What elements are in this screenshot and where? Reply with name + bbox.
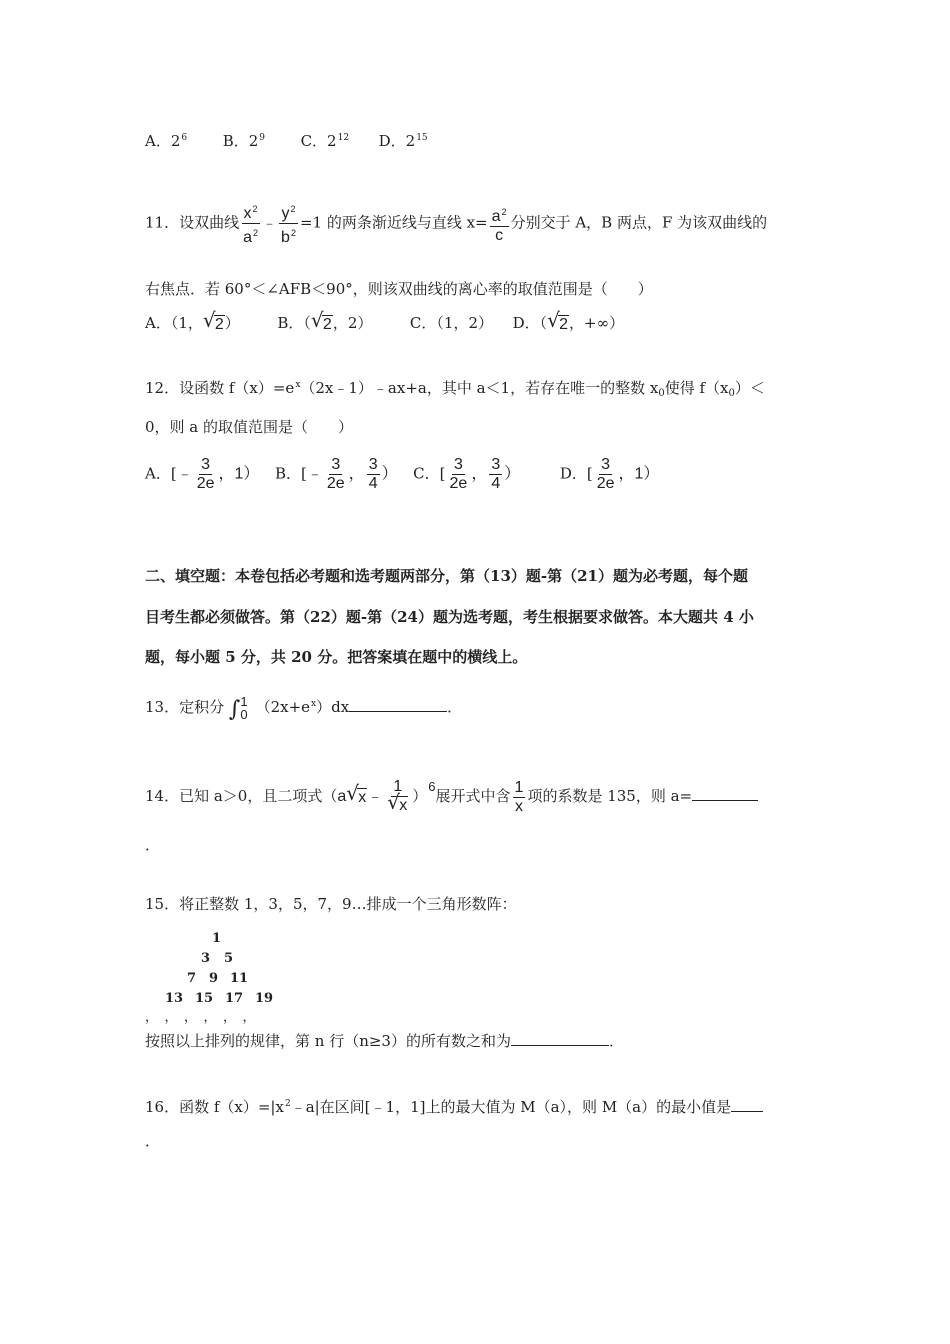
sqrt-2-value: 2 <box>559 315 568 333</box>
q11-option-a-close: ） <box>224 314 240 332</box>
q14-tail: 项的系数是 135，则 a= <box>527 787 693 805</box>
q15-question: 按照以上排列的规律，第 n 行（n≥3）的所有数之和为 <box>145 1032 511 1050</box>
integral-icon: ∫ <box>228 697 241 722</box>
q11-f1-num: x <box>243 205 252 222</box>
q10-d-exponent: 15 <box>416 133 428 143</box>
q12-option-a: A．[ <box>145 464 177 483</box>
q10-option-b: B．2 <box>222 132 259 150</box>
q14-mid: 展开式中含 <box>435 787 511 805</box>
q12-text-b: （2x﹣1）﹣ax+a，其中 a＜1，若存在唯一的整数 x <box>300 379 659 397</box>
array-dots: ，，，，，， <box>145 1010 269 1025</box>
frac-num: 1 <box>393 778 403 796</box>
q12-option-c: C．[ <box>413 464 446 483</box>
array-cell: 7 <box>187 971 197 986</box>
q14-minus: ﹣ <box>367 788 384 805</box>
q14-close: ） <box>412 787 428 805</box>
q10-option-a: A．2 <box>145 132 181 150</box>
q14-answer-blank[interactable] <box>692 785 758 801</box>
q10-a-exponent: 6 <box>181 133 188 143</box>
sqrt-2-value: 2 <box>322 315 332 333</box>
q12-frac-3-4 <box>367 456 380 493</box>
q14-frac-1-sqrtx <box>385 778 410 815</box>
q11-option-b-close: ，2） <box>332 314 373 332</box>
q13-exp: x <box>311 699 317 709</box>
q13 <box>145 693 462 721</box>
sqrt-x: √ x <box>387 790 408 815</box>
array-cell: 13 <box>165 991 184 1006</box>
q14-exp: 6 <box>428 779 436 794</box>
q12-frac-3-2e <box>195 456 217 493</box>
q14-a: a <box>337 788 347 805</box>
sqrt-2: √ 2 <box>202 307 224 333</box>
q12-c-close: ） <box>504 465 521 483</box>
q11-option-b: B．（ <box>277 314 311 332</box>
q11-f2-den-exp: 2 <box>290 228 296 238</box>
q12-frac-3-2e <box>595 456 617 493</box>
q16-end: ． <box>145 1132 161 1150</box>
q11-f2-den: b <box>281 229 290 246</box>
q11-fraction-x2-a2 <box>241 200 260 247</box>
array-cell: 1 <box>212 931 222 946</box>
sqrt-2-value: 2 <box>214 315 224 333</box>
q11-number: 11．设双曲线 <box>145 213 240 232</box>
q12-text-c: 使得 f（x <box>664 379 729 397</box>
frac-num: 1 <box>514 778 524 796</box>
frac-den: 2e <box>596 475 615 492</box>
q14-end: ． <box>145 836 161 854</box>
q14 <box>145 776 758 816</box>
q11-text-2: 分别交于 A，B 两点，F 为该双曲线的 <box>510 213 768 232</box>
q11-f3-num: a <box>491 207 501 225</box>
q12-text-d: ）＜ <box>734 379 765 397</box>
q12-frac-3-4 <box>489 456 502 493</box>
q14-frac-1-x <box>513 779 526 816</box>
q13-limits <box>240 695 247 721</box>
q12-exp: x <box>295 380 301 390</box>
frac-num: 3 <box>601 456 611 473</box>
frac-den: 4 <box>368 475 378 492</box>
q10-c-exponent: 12 <box>337 133 350 143</box>
sqrt-2: √ 2 <box>547 307 568 333</box>
q12-option-b: B．[ <box>274 464 307 483</box>
q12-frac-3-2e <box>448 456 470 493</box>
q11-fraction-a2-c <box>490 203 509 245</box>
q12-comma: ， <box>471 465 488 483</box>
q15-line1: 15．将正整数 1，3，5，7，9…排成一个三角形数阵： <box>145 895 517 913</box>
q11-option-a: A．（1， <box>145 314 203 332</box>
q13-dx: ）dx <box>316 698 350 716</box>
array-cell: 3 <box>201 951 211 966</box>
frac-den: 2e <box>326 475 345 492</box>
q12-b-close: ） <box>381 465 398 483</box>
q12-sub: 0 <box>658 388 665 399</box>
q13-lower: 0 <box>240 707 248 722</box>
q15-answer-blank[interactable] <box>511 1030 609 1046</box>
q11-line2: 右焦点．若 60°＜∠AFB＜90°，则该双曲线的离心率的取值范围是（ ） <box>145 280 653 298</box>
q15-line2 <box>145 1030 624 1052</box>
array-cell: 17 <box>225 991 244 1006</box>
q12-line2: 0，则 a 的取值范围是（ ） <box>145 418 354 436</box>
q10-b-exponent: 9 <box>259 133 265 143</box>
q13-body: （2x+e <box>255 698 311 716</box>
q12-a-close: ，1） <box>218 465 260 483</box>
frac-den: 4 <box>491 475 501 492</box>
q13-upper: 1 <box>240 694 248 709</box>
frac-den: 2e <box>449 475 468 492</box>
array-cell: 11 <box>230 971 249 986</box>
q15-end: ． <box>608 1032 624 1050</box>
q11-stem <box>145 200 767 247</box>
frac-num: 3 <box>201 456 211 473</box>
q11-f2-num: y <box>281 205 290 222</box>
frac-num: 3 <box>331 456 341 473</box>
q11-f3-den: c <box>495 226 504 244</box>
frac-num: 3 <box>453 456 463 473</box>
array-cell: 9 <box>209 971 219 986</box>
q10-option-d: D．2 <box>378 132 416 150</box>
q11-option-d-close: ，+∞） <box>569 314 625 332</box>
q14-text: 14．已知 a＞0，且二项式（ <box>145 787 338 805</box>
q12-text-a: 12．设函数 f（x）=e <box>145 379 295 397</box>
q13-answer-blank[interactable] <box>349 696 447 712</box>
q13-label: 13．定积分 <box>145 698 225 716</box>
q11-f3-num-exp: 2 <box>501 206 507 217</box>
section2-line1: 二、填空题：本卷包括必考题和选考题两部分，第（13）题-第（21）题为必考题，每个题 <box>145 567 748 585</box>
frac-num: 3 <box>491 456 501 473</box>
q11-option-c: C．（1，2） <box>409 314 493 332</box>
q11-f1-num-exp: 2 <box>252 204 258 214</box>
q11-text-1: =1 的两条渐近线与直线 x= <box>299 213 488 232</box>
q16-text-b: ﹣a|在区间[﹣1，1]上的最大值为 M（a），则 M（a）的最小值是 <box>290 1098 732 1116</box>
sqrt-x-value: x <box>399 797 408 815</box>
q11-minus: ﹣ <box>262 213 278 232</box>
sqrt-x-value: x <box>358 788 367 806</box>
q12-comma: ， <box>348 465 365 483</box>
q10-options <box>145 127 428 152</box>
q12-neg: ﹣ <box>176 465 193 483</box>
sqrt-x: √ x <box>346 780 367 806</box>
q16-text-a: 16．函数 f（x）=|x <box>145 1098 284 1116</box>
q11-f1-den-exp: 2 <box>253 228 259 238</box>
q11-option-d: D．（ <box>512 314 548 332</box>
frac-num: 3 <box>368 456 378 473</box>
q12-option-d: D．[ <box>559 464 593 483</box>
q11-f2-num-exp: 2 <box>290 204 296 214</box>
array-cell: 19 <box>255 991 274 1006</box>
q10-option-c: C．2 <box>300 132 337 150</box>
frac-den: 2e <box>196 475 215 492</box>
q11-fraction-y2-b2 <box>279 200 298 247</box>
array-cell: 5 <box>224 951 234 966</box>
array-cell: 15 <box>195 991 214 1006</box>
q12-d-close: ，1） <box>618 465 660 483</box>
q12-neg: ﹣ <box>306 465 323 483</box>
sqrt-2: √ 2 <box>310 307 332 333</box>
section2-line2: 目考生都必须做答。第（22）题-第（24）题为选考题，考生根据要求做答。本大题共 4 小 <box>145 608 754 626</box>
q12-line1 <box>145 374 765 405</box>
q13-end: ． <box>447 698 463 716</box>
q11-f1-den: a <box>243 229 252 246</box>
q12-frac-3-2e <box>325 456 347 493</box>
q12-options <box>145 456 659 493</box>
q16-answer-blank[interactable] <box>731 1096 763 1112</box>
frac-den: x <box>514 797 523 815</box>
section2-line3: 题，每小题 5 分，共 20 分。把答案填在题中的横线上。 <box>145 648 528 666</box>
q12-sub2: 0 <box>728 388 735 399</box>
q16-exp: 2 <box>284 1099 291 1109</box>
q11-options <box>145 307 625 336</box>
q16 <box>145 1093 763 1118</box>
